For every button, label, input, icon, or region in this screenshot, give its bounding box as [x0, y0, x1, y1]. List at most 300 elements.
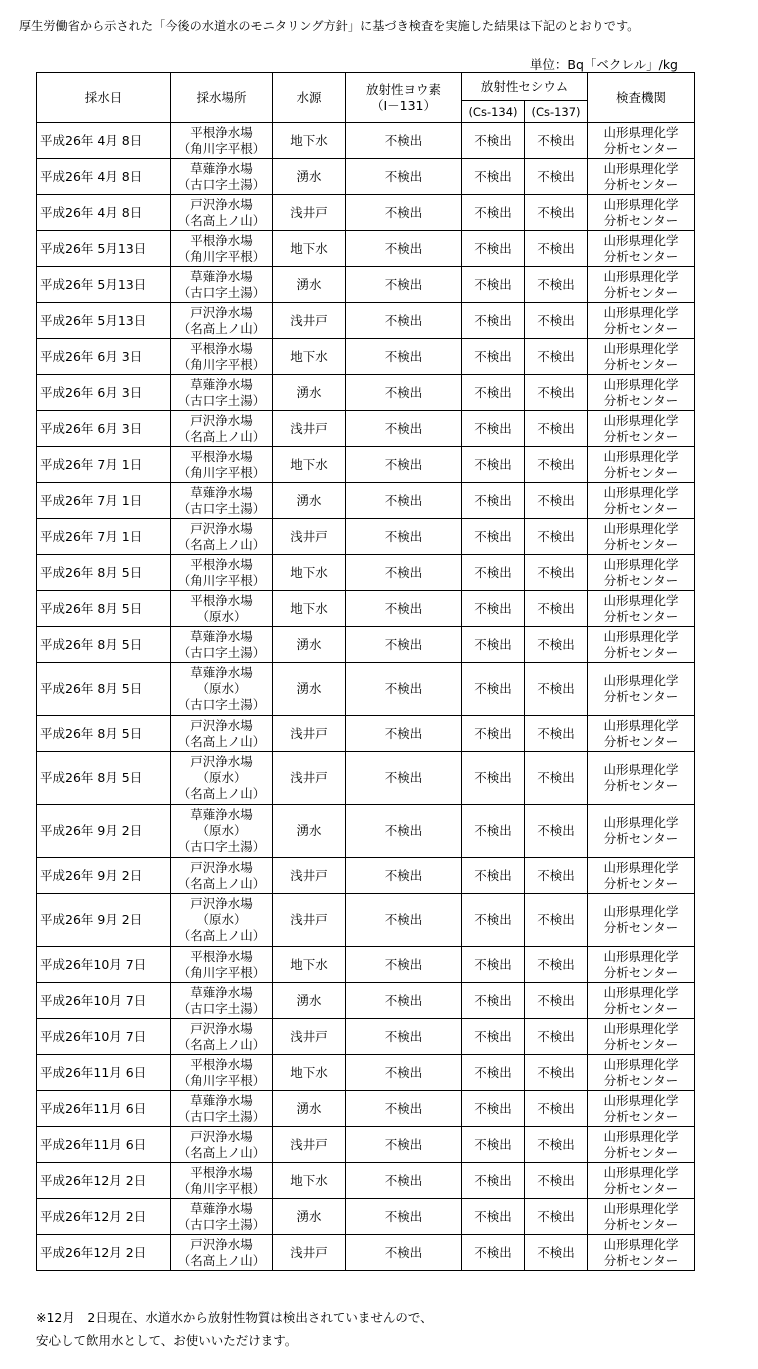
- intro-text: 厚生労働省から示された「今後の水道水のモニタリング方針」に基づき検査を実施した結果は下記のとおりです。: [19, 19, 640, 33]
- cell-lab-line: 分析センター: [603, 1072, 679, 1088]
- cell-cs137: 不検出: [525, 231, 588, 267]
- table-row: [37, 983, 695, 1019]
- cell-lab-line: 山形県理化学: [603, 376, 679, 392]
- cell-i131: 不検出: [346, 1091, 462, 1127]
- cell-source: 浅井戸: [273, 1235, 346, 1271]
- cell-place-line: （原水）: [196, 681, 247, 696]
- cell-source: 地下水: [273, 591, 346, 627]
- cell-source: 浅井戸: [273, 303, 346, 339]
- cell-place-line: 平根浄水場: [190, 948, 253, 964]
- cell-source: 地下水: [273, 123, 346, 159]
- table-row: [37, 195, 695, 231]
- cell-lab-line: 山形県理化学: [603, 340, 679, 356]
- cell-place-line: （古口字土湯）: [177, 644, 266, 660]
- cell-place-line: 平根浄水場: [190, 340, 253, 356]
- cell-lab: [588, 231, 695, 267]
- cell-cs134: 不検出: [462, 1055, 525, 1091]
- cell-lab: [588, 195, 695, 231]
- cell-date: 平成26年 8月 5日: [37, 663, 171, 716]
- cell-lab: [588, 267, 695, 303]
- table-row: [37, 627, 695, 663]
- table-row: [37, 555, 695, 591]
- cell-place-line: （角川字平根）: [177, 356, 266, 372]
- cell-i131: 不検出: [346, 1055, 462, 1091]
- cell-i131: 不検出: [346, 339, 462, 375]
- table-row: [37, 663, 695, 716]
- cell-place-line: 平根浄水場: [190, 556, 253, 572]
- cell-place-line: 草薙浄水場: [190, 807, 253, 822]
- cell-cs134: 不検出: [462, 555, 525, 591]
- cell-date: 平成26年10月 7日: [37, 947, 171, 983]
- cell-place-line: 草薙浄水場: [190, 160, 253, 176]
- cell-source: 浅井戸: [273, 1019, 346, 1055]
- cell-place: [171, 519, 273, 555]
- table-row: [37, 947, 695, 983]
- cell-place: [171, 858, 273, 894]
- cell-lab-line: 分析センター: [603, 964, 679, 980]
- table-row: [37, 1163, 695, 1199]
- cell-cs137: 不検出: [525, 447, 588, 483]
- cell-lab-line: 山形県理化学: [603, 1164, 679, 1180]
- cell-i131: 不検出: [346, 805, 462, 858]
- cell-source: 湧水: [273, 267, 346, 303]
- cell-place-line: （角川字平根）: [177, 140, 266, 156]
- cell-lab-line: 山形県理化学: [603, 904, 679, 919]
- cell-lab: [588, 1235, 695, 1271]
- cell-source: 地下水: [273, 447, 346, 483]
- cell-place: [171, 1055, 273, 1091]
- cell-lab-line: 分析センター: [603, 284, 679, 300]
- cell-source: 湧水: [273, 663, 346, 716]
- cell-place-line: （名高上ノ山）: [177, 536, 266, 552]
- cell-cs134: 不検出: [462, 339, 525, 375]
- cell-source: 湧水: [273, 627, 346, 663]
- table-row: [37, 123, 695, 159]
- cell-cs137: 不検出: [525, 894, 588, 947]
- cell-place: [171, 1091, 273, 1127]
- cell-place-line: （角川字平根）: [177, 464, 266, 480]
- cell-place-line: （名高上ノ山）: [177, 428, 266, 444]
- cell-lab-line: 山形県理化学: [603, 673, 679, 688]
- cell-lab: [588, 1127, 695, 1163]
- cell-i131: 不検出: [346, 411, 462, 447]
- cell-source: 浅井戸: [273, 519, 346, 555]
- cell-place: [171, 375, 273, 411]
- cell-cs134: 不検出: [462, 1019, 525, 1055]
- cell-cs137: 不検出: [525, 1091, 588, 1127]
- cell-i131: 不検出: [346, 663, 462, 716]
- cell-cs137: 不検出: [525, 947, 588, 983]
- cell-lab-line: 山形県理化学: [603, 232, 679, 248]
- cell-place-line: 戸沢浄水場: [190, 896, 253, 911]
- cell-place: [171, 894, 273, 947]
- footer-note: [36, 1306, 736, 1352]
- cell-lab: [588, 159, 695, 195]
- cell-source: 湧水: [273, 483, 346, 519]
- cell-date: 平成26年 7月 1日: [37, 519, 171, 555]
- cell-cs134: 不検出: [462, 894, 525, 947]
- cell-lab: [588, 1163, 695, 1199]
- cell-lab: [588, 123, 695, 159]
- cell-place: [171, 716, 273, 752]
- cell-lab-line: 山形県理化学: [603, 556, 679, 572]
- cell-cs134: 不検出: [462, 231, 525, 267]
- cell-lab: [588, 303, 695, 339]
- cell-lab: [588, 983, 695, 1019]
- cell-i131: 不検出: [346, 123, 462, 159]
- cell-source: 浅井戸: [273, 1127, 346, 1163]
- results-table: [36, 72, 695, 1271]
- cell-cs137: 不検出: [525, 123, 588, 159]
- footer-line-2: 安心して飲用水として、お使いいただけます。: [36, 1333, 298, 1348]
- cell-cs137: 不検出: [525, 805, 588, 858]
- cell-lab-line: 山形県理化学: [603, 196, 679, 212]
- cell-place-line: 戸沢浄水場: [190, 304, 253, 320]
- cell-cs137: 不検出: [525, 303, 588, 339]
- cell-date: 平成26年 9月 2日: [37, 858, 171, 894]
- cell-source: 湧水: [273, 1199, 346, 1235]
- cell-source: 浅井戸: [273, 716, 346, 752]
- cell-lab-line: 分析センター: [603, 778, 679, 793]
- cell-place-line: 草薙浄水場: [190, 1200, 253, 1216]
- cell-i131: 不検出: [346, 716, 462, 752]
- cell-cs134: 不検出: [462, 1091, 525, 1127]
- cell-cs134: 不検出: [462, 1235, 525, 1271]
- cell-i131: 不検出: [346, 1199, 462, 1235]
- cell-cs134: 不検出: [462, 591, 525, 627]
- cell-lab-line: 分析センター: [603, 212, 679, 228]
- cell-lab-line: 分析センター: [603, 428, 679, 444]
- cell-cs137: 不検出: [525, 716, 588, 752]
- cell-date: 平成26年10月 7日: [37, 1019, 171, 1055]
- cell-lab-line: 分析センター: [603, 1180, 679, 1196]
- header-lab: 検査機関: [588, 73, 695, 123]
- cell-place-line: 平根浄水場: [190, 448, 253, 464]
- cell-place-line: 戸沢浄水場: [190, 1128, 253, 1144]
- cell-place-line: （名高上ノ山）: [177, 212, 266, 228]
- cell-date: 平成26年11月 6日: [37, 1127, 171, 1163]
- cell-i131: 不検出: [346, 483, 462, 519]
- cell-cs134: 不検出: [462, 1199, 525, 1235]
- cell-lab-line: 分析センター: [603, 1216, 679, 1232]
- cell-place-line: （古口字土湯）: [177, 697, 266, 712]
- cell-lab-line: 山形県理化学: [603, 304, 679, 320]
- cell-place: [171, 339, 273, 375]
- cell-cs134: 不検出: [462, 267, 525, 303]
- cell-date: 平成26年 7月 1日: [37, 447, 171, 483]
- cell-i131: 不検出: [346, 947, 462, 983]
- cell-cs137: 不検出: [525, 519, 588, 555]
- cell-place-line: （古口字土湯）: [177, 1216, 266, 1232]
- cell-place-line: 平根浄水場: [190, 1164, 253, 1180]
- header-place: 採水場所: [171, 73, 273, 123]
- cell-lab: [588, 627, 695, 663]
- cell-lab: [588, 591, 695, 627]
- cell-lab: [588, 716, 695, 752]
- cell-i131: 不検出: [346, 375, 462, 411]
- cell-lab-line: 分析センター: [603, 644, 679, 660]
- cell-lab: [588, 752, 695, 805]
- cell-i131: 不検出: [346, 1019, 462, 1055]
- cell-source: 浅井戸: [273, 195, 346, 231]
- cell-cs134: 不検出: [462, 663, 525, 716]
- cell-lab: [588, 1199, 695, 1235]
- cell-lab: [588, 663, 695, 716]
- cell-date: 平成26年 5月13日: [37, 303, 171, 339]
- cell-cs137: 不検出: [525, 1019, 588, 1055]
- cell-cs137: 不検出: [525, 1163, 588, 1199]
- table-row: [37, 267, 695, 303]
- cell-place-line: （古口字土湯）: [177, 1108, 266, 1124]
- cell-place: [171, 1163, 273, 1199]
- cell-cs137: 不検出: [525, 555, 588, 591]
- cell-lab-line: 分析センター: [603, 536, 679, 552]
- cell-date: 平成26年 9月 2日: [37, 805, 171, 858]
- cell-lab: [588, 555, 695, 591]
- cell-cs134: 不検出: [462, 375, 525, 411]
- cell-place: [171, 627, 273, 663]
- cell-place: [171, 267, 273, 303]
- cell-place-line: （角川字平根）: [177, 248, 266, 264]
- cell-lab-line: 分析センター: [603, 920, 679, 935]
- cell-cs134: 不検出: [462, 195, 525, 231]
- cell-place: [171, 303, 273, 339]
- cell-source: 湧水: [273, 159, 346, 195]
- cell-cs137: 不検出: [525, 483, 588, 519]
- cell-place: [171, 752, 273, 805]
- cell-i131: 不検出: [346, 303, 462, 339]
- cell-place-line: （名高上ノ山）: [177, 928, 266, 943]
- cell-date: 平成26年 8月 5日: [37, 752, 171, 805]
- cell-date: 平成26年 8月 5日: [37, 591, 171, 627]
- cell-date: 平成26年11月 6日: [37, 1055, 171, 1091]
- cell-place-line: 平根浄水場: [190, 1056, 253, 1072]
- cell-lab-line: 山形県理化学: [603, 1200, 679, 1216]
- cell-cs134: 不検出: [462, 858, 525, 894]
- cell-cs137: 不検出: [525, 752, 588, 805]
- cell-place-line: （古口字土湯）: [177, 500, 266, 516]
- cell-lab-line: 分析センター: [603, 392, 679, 408]
- footer-line-1: ※12月 2日現在、水道水から放射性物質は検出されていませんので、: [36, 1310, 433, 1325]
- cell-lab-line: 山形県理化学: [603, 1092, 679, 1108]
- cell-lab-line: 山形県理化学: [603, 160, 679, 176]
- cell-date: 平成26年 8月 5日: [37, 555, 171, 591]
- cell-place-line: 戸沢浄水場: [190, 717, 253, 733]
- cell-lab: [588, 894, 695, 947]
- cell-place-line: （古口字土湯）: [177, 839, 266, 854]
- cell-place: [171, 1235, 273, 1271]
- cell-lab-line: 山形県理化学: [603, 762, 679, 777]
- cell-date: 平成26年 5月13日: [37, 231, 171, 267]
- cell-i131: 不検出: [346, 267, 462, 303]
- cell-cs134: 不検出: [462, 947, 525, 983]
- cell-date: 平成26年 4月 8日: [37, 195, 171, 231]
- table-row: [37, 1235, 695, 1271]
- cell-i131: 不検出: [346, 159, 462, 195]
- cell-lab-line: 分析センター: [603, 689, 679, 704]
- header-cs137: (Cs-137): [525, 101, 588, 123]
- cell-cs134: 不検出: [462, 159, 525, 195]
- cell-cs137: 不検出: [525, 627, 588, 663]
- cell-date: 平成26年12月 2日: [37, 1235, 171, 1271]
- cell-lab: [588, 447, 695, 483]
- table-row: [37, 1019, 695, 1055]
- cell-lab-line: 分析センター: [603, 1108, 679, 1124]
- cell-i131: 不検出: [346, 1163, 462, 1199]
- cell-place: [171, 483, 273, 519]
- cell-lab-line: 分析センター: [603, 572, 679, 588]
- cell-place-line: （原水）: [196, 823, 247, 838]
- cell-place-line: （角川字平根）: [177, 964, 266, 980]
- cell-lab-line: 分析センター: [603, 140, 679, 156]
- table-row: [37, 805, 695, 858]
- cell-date: 平成26年 7月 1日: [37, 483, 171, 519]
- cell-i131: 不検出: [346, 519, 462, 555]
- cell-i131: 不検出: [346, 983, 462, 1019]
- cell-lab: [588, 1019, 695, 1055]
- cell-date: 平成26年 4月 8日: [37, 123, 171, 159]
- cell-lab-line: 山形県理化学: [603, 1128, 679, 1144]
- table-row: [37, 591, 695, 627]
- cell-place: [171, 411, 273, 447]
- cell-cs137: 不検出: [525, 411, 588, 447]
- cell-place-line: （名高上ノ山）: [177, 1036, 266, 1052]
- cell-place-line: 草薙浄水場: [190, 984, 253, 1000]
- cell-lab-line: 山形県理化学: [603, 448, 679, 464]
- cell-lab: [588, 519, 695, 555]
- cell-place-line: （古口字土湯）: [177, 392, 266, 408]
- table-row: [37, 231, 695, 267]
- cell-cs134: 不検出: [462, 1127, 525, 1163]
- cell-place-line: 戸沢浄水場: [190, 1236, 253, 1252]
- table-row: [37, 483, 695, 519]
- cell-lab-line: 分析センター: [603, 1252, 679, 1268]
- cell-lab: [588, 339, 695, 375]
- cell-place-line: （原水）: [196, 770, 247, 785]
- cell-lab: [588, 1091, 695, 1127]
- table-row: [37, 716, 695, 752]
- cell-place: [171, 947, 273, 983]
- cell-place: [171, 591, 273, 627]
- cell-lab: [588, 375, 695, 411]
- cell-lab-line: 分析センター: [603, 733, 679, 749]
- cell-place-line: （角川字平根）: [177, 572, 266, 588]
- cell-lab-line: 山形県理化学: [603, 717, 679, 733]
- cell-lab-line: 分析センター: [603, 320, 679, 336]
- cell-lab-line: 山形県理化学: [603, 484, 679, 500]
- cell-cs137: 不検出: [525, 267, 588, 303]
- cell-cs137: 不検出: [525, 375, 588, 411]
- cell-cs137: 不検出: [525, 159, 588, 195]
- cell-lab-line: 山形県理化学: [603, 628, 679, 644]
- cell-i131: 不検出: [346, 752, 462, 805]
- cell-place-line: 草薙浄水場: [190, 665, 253, 680]
- cell-lab-line: 分析センター: [603, 248, 679, 264]
- cell-date: 平成26年 8月 5日: [37, 627, 171, 663]
- cell-cs134: 不検出: [462, 411, 525, 447]
- cell-lab-line: 山形県理化学: [603, 1056, 679, 1072]
- cell-cs137: 不検出: [525, 1127, 588, 1163]
- cell-source: 地下水: [273, 1163, 346, 1199]
- cell-i131: 不検出: [346, 591, 462, 627]
- cell-cs134: 不検出: [462, 303, 525, 339]
- cell-i131: 不検出: [346, 858, 462, 894]
- cell-date: 平成26年11月 6日: [37, 1091, 171, 1127]
- table-body: [37, 123, 695, 1271]
- table-row: [37, 1055, 695, 1091]
- cell-place-line: （名高上ノ山）: [177, 786, 266, 801]
- cell-place-line: 戸沢浄水場: [190, 412, 253, 428]
- header-cesium: 放射性セシウム: [462, 73, 588, 101]
- header-iodine-line1: 放射性ヨウ素: [365, 81, 441, 97]
- cell-source: 地下水: [273, 231, 346, 267]
- cell-place-line: （古口字土湯）: [177, 284, 266, 300]
- cell-place-line: （原水）: [196, 912, 247, 927]
- cell-cs137: 不検出: [525, 591, 588, 627]
- cell-source: 湧水: [273, 1091, 346, 1127]
- table-row: [37, 519, 695, 555]
- table-row: [37, 159, 695, 195]
- header-iodine-line2: （I－131）: [370, 97, 437, 113]
- cell-i131: 不検出: [346, 1235, 462, 1271]
- cell-place-line: 平根浄水場: [190, 592, 253, 608]
- table-row: [37, 752, 695, 805]
- cell-source: 地下水: [273, 555, 346, 591]
- cell-lab-line: 山形県理化学: [603, 520, 679, 536]
- cell-place-line: 草薙浄水場: [190, 268, 253, 284]
- cell-date: 平成26年 8月 5日: [37, 716, 171, 752]
- cell-date: 平成26年 6月 3日: [37, 375, 171, 411]
- header-date: 採水日: [37, 73, 171, 123]
- cell-place: [171, 1199, 273, 1235]
- cell-cs134: 不検出: [462, 447, 525, 483]
- cell-cs134: 不検出: [462, 123, 525, 159]
- cell-lab-line: 分析センター: [603, 464, 679, 480]
- cell-lab: [588, 947, 695, 983]
- cell-date: 平成26年12月 2日: [37, 1163, 171, 1199]
- cell-cs134: 不検出: [462, 716, 525, 752]
- cell-date: 平成26年 5月13日: [37, 267, 171, 303]
- cell-place-line: （原水）: [196, 608, 247, 624]
- cell-place: [171, 663, 273, 716]
- cell-place-line: （名高上ノ山）: [177, 875, 266, 891]
- cell-lab-line: 山形県理化学: [603, 815, 679, 830]
- cell-date: 平成26年 9月 2日: [37, 894, 171, 947]
- cell-source: 浅井戸: [273, 752, 346, 805]
- cell-cs137: 不検出: [525, 858, 588, 894]
- table-row: [37, 1127, 695, 1163]
- cell-date: 平成26年 6月 3日: [37, 411, 171, 447]
- cell-place: [171, 983, 273, 1019]
- cell-place: [171, 159, 273, 195]
- cell-date: 平成26年10月 7日: [37, 983, 171, 1019]
- cell-source: 地下水: [273, 1055, 346, 1091]
- cell-lab-line: 山形県理化学: [603, 268, 679, 284]
- header-cs134: (Cs-134): [462, 101, 525, 123]
- cell-lab-line: 分析センター: [603, 176, 679, 192]
- cell-place-line: 草薙浄水場: [190, 628, 253, 644]
- cell-source: 地下水: [273, 339, 346, 375]
- cell-cs137: 不検出: [525, 1199, 588, 1235]
- table-row: [37, 447, 695, 483]
- cell-cs134: 不検出: [462, 752, 525, 805]
- cell-lab-line: 分析センター: [603, 1144, 679, 1160]
- cell-cs134: 不検出: [462, 627, 525, 663]
- table-row: [37, 303, 695, 339]
- cell-lab-line: 山形県理化学: [603, 124, 679, 140]
- cell-cs134: 不検出: [462, 983, 525, 1019]
- cell-i131: 不検出: [346, 231, 462, 267]
